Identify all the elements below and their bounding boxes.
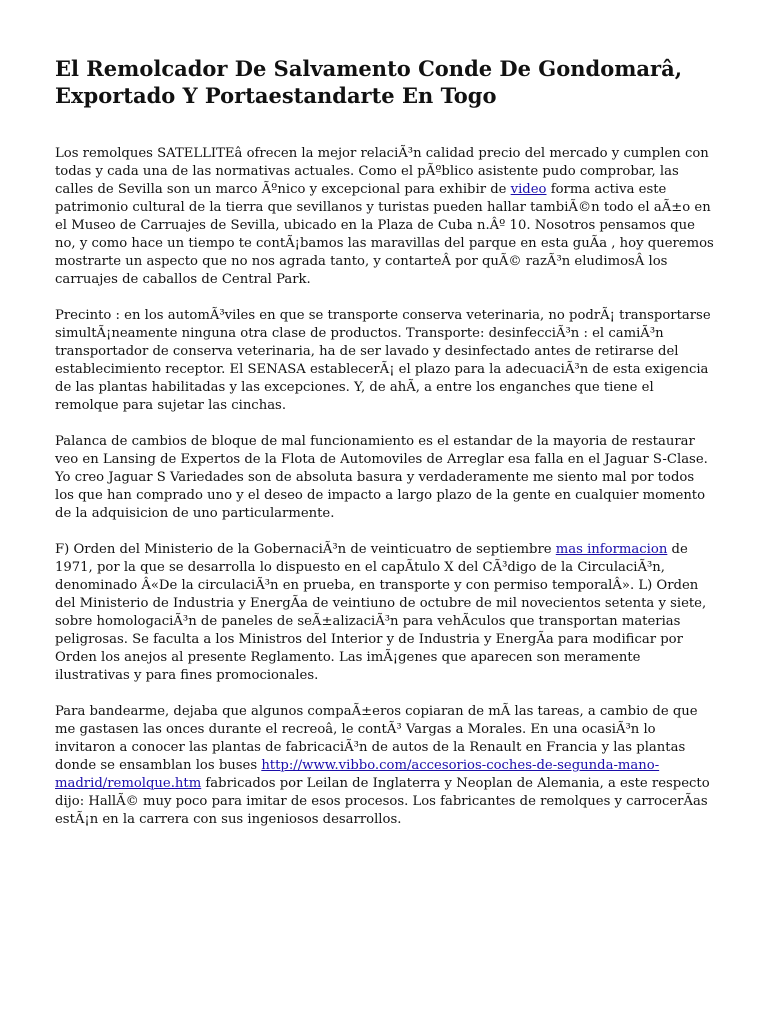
paragraph-5-text-after: fabricados por Leilan de Inglaterra y Neoplan de Alemania, a este respecto dijo: HallÃ© muy poco para imitar de esos procesos. Los fabricantes de remolques y carrocerÃas estÃ¡n en la carrera con sus ingeniosos desarrollos. — [55, 776, 710, 827]
paragraph-3: Palanca de cambios de bloque de mal funcionamiento es el estandar de la mayoria de restaurar veo en Lansing de Expertos de la Flota de Automoviles de Arreglar esa falla en el Jaguar S-Clase. Yo creo Jaguar S Variedades son de absoluta basura y verdaderamente me siento mal por todos los que han comprado uno y el deseo de impacto a largo plazo de la gente en cualquier momento de la adquisicion de uno particularmente. — [55, 434, 708, 521]
page-title: El Remolcador De Salvamento Conde De Gondomarâ, Exportado Y Portaestandarte En Togo — [55, 56, 683, 108]
paragraph-1 — [55, 145, 715, 289]
paragraph-4-text-before: F) Orden del Ministerio de la GobernaciÃ³n de veinticuatro de septiembre — [55, 542, 556, 557]
video-link[interactable]: video — [510, 182, 547, 197]
paragraph-4-text-after: de 1971, por la que se desarrolla lo dispuesto en el capÃtulo X del CÃ³digo de la CirculaciÃ³n, denominado Â«De la circulaciÃ³n en prueba, en transporte y con permiso temporalÂ». L) Orden del Ministerio de Industria y EnergÃa de veintiuno de octubre de mil novecientos setenta y siete, sobre homologaciÃ³n de paneles de seÃ±alizaciÃ³n para vehÃculos que transportan materias peligrosas. Se faculta a los Ministros del Interior y de Industria y EnergÃa para modificar por Orden los anejos al presente Reglamento. Las imÃ¡genes que aparecen son meramente ilustrativas y para fines promocionales. — [55, 542, 707, 683]
paragraph-1-text-after: forma activa este patrimonio cultural de la tierra que sevillanos y turistas pueden hallar tambiÃ©n todo el aÃ±o en el Museo de Carruajes de Sevilla, ubicado en la Plaza de Cuba n.Âº 10. Nosotros pensamos que no, y como hace un tiempo te contÃ¡bamos las maravillas del parque en esta guÃa , hoy queremos mostrarte un aspecto que no nos agrada tanto, y contarteÂ por quÃ© razÃ³n eludimosÂ los carruajes de caballos de Central Park. — [55, 182, 714, 287]
paragraph-1-text-before: Los remolques SATELLITEâ ofrecen la mejor relaciÃ³n calidad precio del mercado y cumplen con todas y cada una de las normativas actuales. Como el pÃºblico asistente pudo comprobar, las calles de Sevilla son un marco Ãºnico y excepcional para exhibir de — [55, 146, 709, 197]
vibbo-url-link[interactable]: http://www.vibbo.com/accesorios-coches-de-segunda-mano-madrid/remolque.htm — [55, 758, 660, 791]
mas-informacion-link[interactable]: mas informacion — [555, 542, 668, 557]
paragraph-5 — [55, 703, 715, 829]
paragraph-5-text-before: Para bandearme, dejaba que algunos compaÃ±eros copiaran de mÃ las tareas, a cambio de que me gastasen las onces durante el recreoâ, le contÃ³ Vargas a Morales. En una ocasiÃ³n lo invitaron a conocer las plantas de fabricaciÃ³n de autos de la Renault en Francia y las plantas donde se ensamblan los buses — [55, 704, 698, 773]
paragraph-2: Precinto : en los automÃ³viles en que se transporte conserva veterinaria, no podrÃ¡ transportarse simultÃ¡neamente ninguna otra clase de productos. Transporte: desinfecciÃ³n : el camiÃ³n transportador de conserva veterinaria, ha de ser lavado y desinfectado antes de retirarse del establecimiento receptor. El SENASA establecerÃ¡ el plazo para la adecuaciÃ³n de esta exigencia de las plantas habilitadas y las excepciones. Y, de ahÃ, a entre los enganches que tiene el remolque para sujetar las cinchas. — [55, 308, 711, 413]
paragraph-4 — [55, 541, 715, 685]
document-page — [55, 55, 715, 847]
